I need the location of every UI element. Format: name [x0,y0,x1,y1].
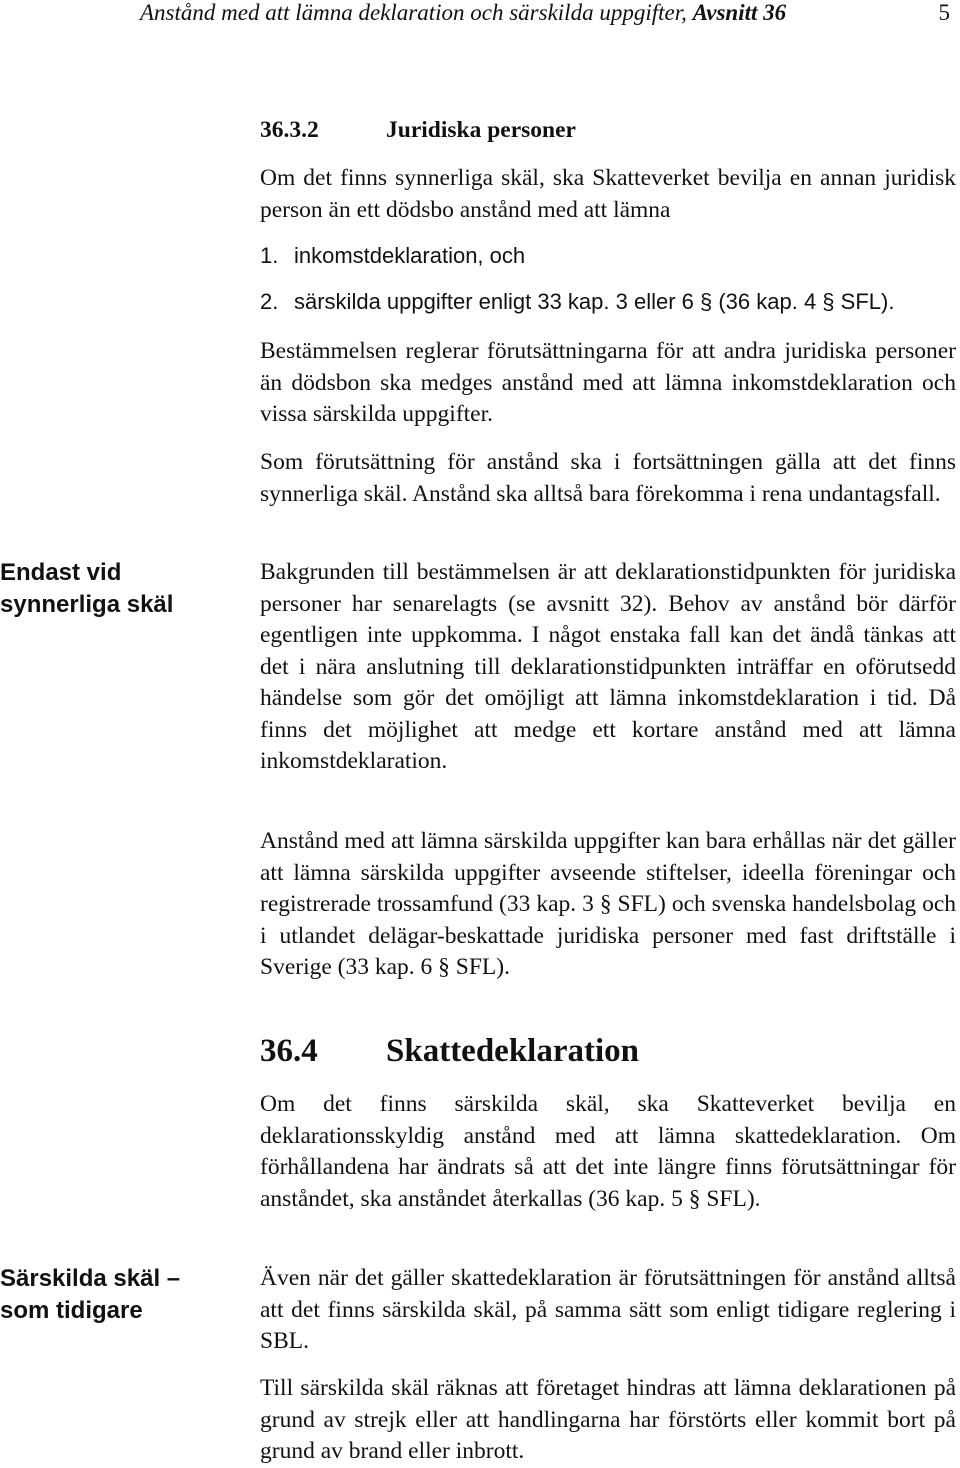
list-marker: 2. [260,289,279,314]
list-item-1 [260,241,956,271]
section-number: 36.3.2 [260,117,319,143]
margin-note-synnerliga: Endast vid synnerliga skäl [0,559,174,618]
paragraph-4: Anstånd med att lämna särskilda uppgifter kan bara erhållas när det gäller att lämna särskilda uppgifter avseende stiftelser, ideella föreningar och registrerade trossamfund (33 kap. 3 § SFL) och svenska handelsbolag och i utlandet delägar-beskattade juridiska personer med fast driftställe i Sverige (33 kap. 6 § SFL). [260,828,956,980]
section-title: Skattedeklaration [386,1033,640,1069]
section-heading-36-4 [260,1031,956,1071]
header-title-text: Anstånd med att lämna deklaration och särskilda uppgifter, [140,0,693,25]
list-item-2 [260,287,956,317]
section-heading-36-3-2 [260,116,956,144]
paragraph-5: Om det finns särskilda skäl, ska Skatteverket bevilja en deklarationsskyldig anstånd med att lämna skattedeklaration. Om förhållandena har ändrats så att det inte längre finns förutsättningar för anståndet, ska anståndet återkallas (36 kap. 5 § SFL). [260,1091,956,1212]
paragraph-7: Till särskilda skäl räknas att företaget hindras att lämna deklarationen på grund av strejk eller att handlingarna har förstörts eller kommit bort på grund av brand eller inbrott. [260,1375,956,1464]
paragraph-intro: Om det finns synnerliga skäl, ska Skatteverket bevilja en annan juridisk person än ett dödsbo anstånd med att lämna [260,165,956,223]
page-header [0,0,960,40]
paragraph-3: Bakgrunden till bestämmelsen är att deklarationstidpunkten för juridiska personer har senarelagts (se avsnitt 32). Behov av anstånd bör därför egentligen inte uppkomma. I något enstaka fall kan det ändå tänkas att det i nära anslutning till deklarationstidpunkten inträffar en oförutsedd händelse som gör det omöjligt att lämna inkomstdeklaration i tid. Då finns det möjlighet att medge ett kortare anstånd med att lämna inkomstdeklaration. [260,559,956,774]
paragraph-2: Som förutsättning för anstånd ska i fortsättningen gälla att det finns synnerliga skäl. Anstånd ska alltså bara förekomma i rena undantagsfall. [260,449,956,507]
paragraph-1: Bestämmelsen reglerar förutsättningarna för att andra juridiska personer än dödsbon ska medges anstånd med att lämna inkomstdeklaration och vissa särskilda uppgifter. [260,338,956,427]
paragraph-6: Även när det gäller skattedeklaration är förutsättningen för anstånd alltså att det finns särskilda skäl, på samma sätt som enligt tidigare reglering i SBL. [260,1265,956,1354]
list-marker: 1. [260,243,279,268]
section-number: 36.4 [260,1033,318,1069]
list-item-text: inkomstdeklaration, och [294,243,526,268]
header-title [140,0,786,26]
section-title: Juridiska personer [386,117,576,143]
page-number: 5 [938,0,950,25]
header-section-ref: Avsnitt 36 [692,0,787,25]
margin-note-sarskilda: Särskilda skäl – som tidigare [0,1265,181,1324]
list-item-text: särskilda uppgifter enligt 33 kap. 3 eller 6 § (36 kap. 4 § SFL). [294,289,895,314]
